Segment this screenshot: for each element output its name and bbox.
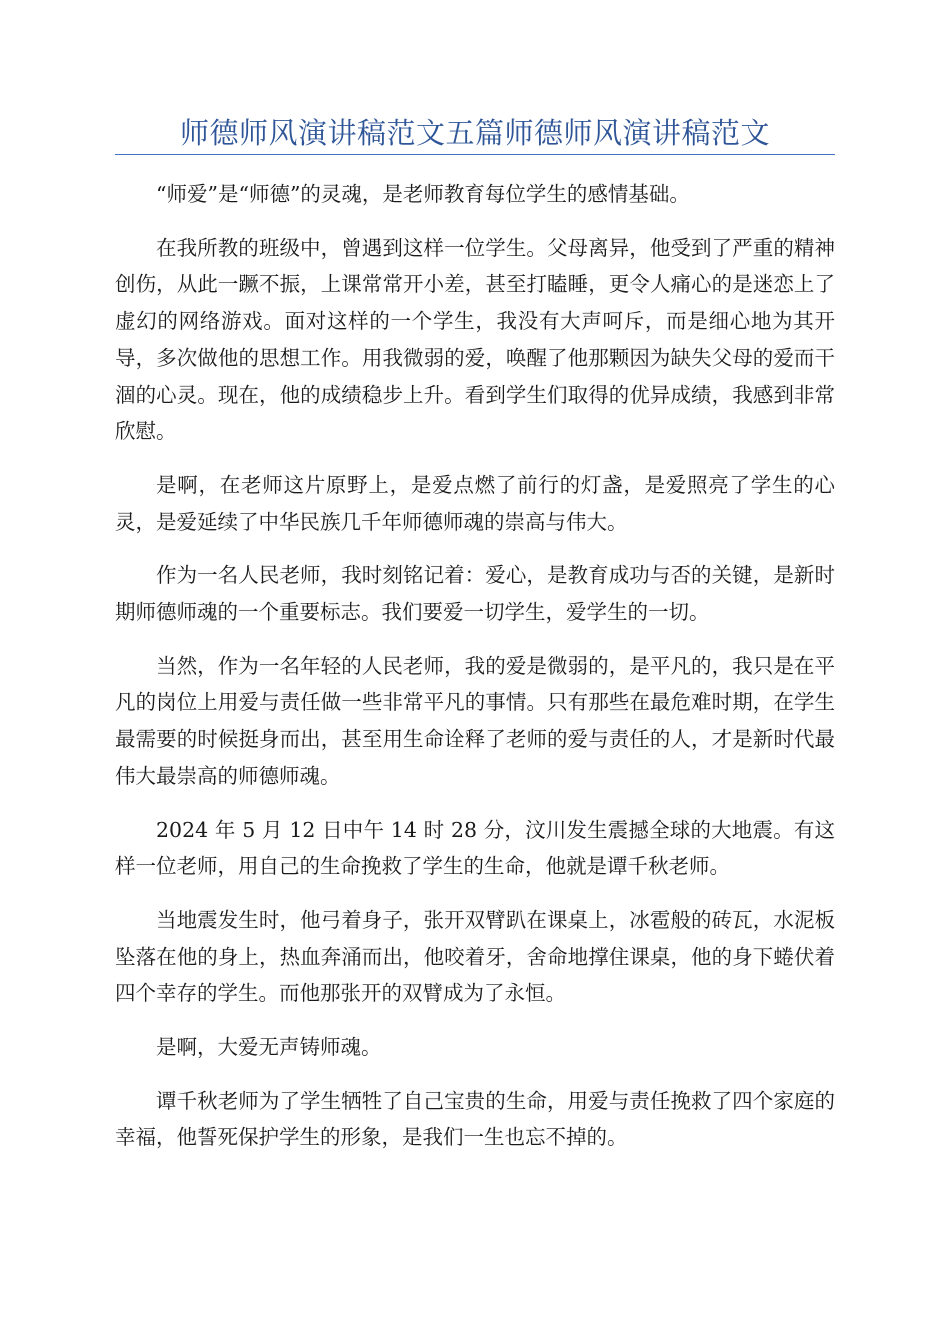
- document-body: [115, 176, 835, 1173]
- paragraph: “师爱”是“师德”的灵魂，是老师教育每位学生的感情基础。: [156, 182, 690, 206]
- paragraph: 作为一名人民老师，我时刻铭记着：爱心，是教育成功与否的关键，是新时期师德师魂的一个重要标志。我们要爱一切学生，爱学生的一切。: [115, 563, 835, 625]
- paragraph: 当地震发生时，他弓着身子，张开双臂趴在课桌上，冰雹般的砖瓦，水泥板坠落在他的身上，热血奔涌而出，他咬着牙，舍命地撑住课桌，他的身下蜷伏着四个幸存的学生。而他那张开的双臂成为了永恒。: [115, 907, 835, 1006]
- paragraph: 当然，作为一名年轻的人民老师，我的爱是微弱的，是平凡的，我只是在平凡的岗位上用爱与责任做一些非常平凡的事情。只有那些在最危难时期，在学生最需要的时候挺身而出，甚至用生命诠释了老师的爱与责任的人，才是新时代最伟大最崇高的师德师魂。: [115, 653, 835, 788]
- paragraph: 是啊，在老师这片原野上，是爱点燃了前行的灯盏，是爱照亮了学生的心灵，是爱延续了中华民族几千年师德师魂的崇高与伟大。: [115, 472, 835, 534]
- paragraph: 在我所教的班级中，曾遇到这样一位学生。父母离异，他受到了严重的精神创伤，从此一蹶不振，上课常常开小差，甚至打瞌睡，更令人痛心的是迷恋上了虚幻的网络游戏。面对这样的一个学生，我没有大声呵斥，而是细心地为其开导，多次做他的思想工作。用我微弱的爱，唤醒了他那颗因为缺失父母的爱而干涸的心灵。现在，他的成绩稳步上升。看到学生们取得的优异成绩，我感到非常欣慰。: [115, 235, 835, 444]
- paragraph: 是啊，大爱无声铸师魂。: [156, 1035, 382, 1060]
- paragraph: 谭千秋老师为了学生牺牲了自己宝贵的生命，用爱与责任挽救了四个家庭的幸福，他誓死保护学生的形象，是我们一生也忘不掉的。: [115, 1088, 835, 1150]
- title-underline: [115, 154, 835, 155]
- document-title: 师德师风演讲稿范文五篇师德师风演讲稿范文: [179, 116, 770, 150]
- paragraph: 2024 年 5 月 12 日中午 14 时 28 分，汶川发生震撼全球的大地震。有这样一位老师，用自己的生命挽救了学生的生命，他就是谭千秋老师。: [115, 817, 835, 879]
